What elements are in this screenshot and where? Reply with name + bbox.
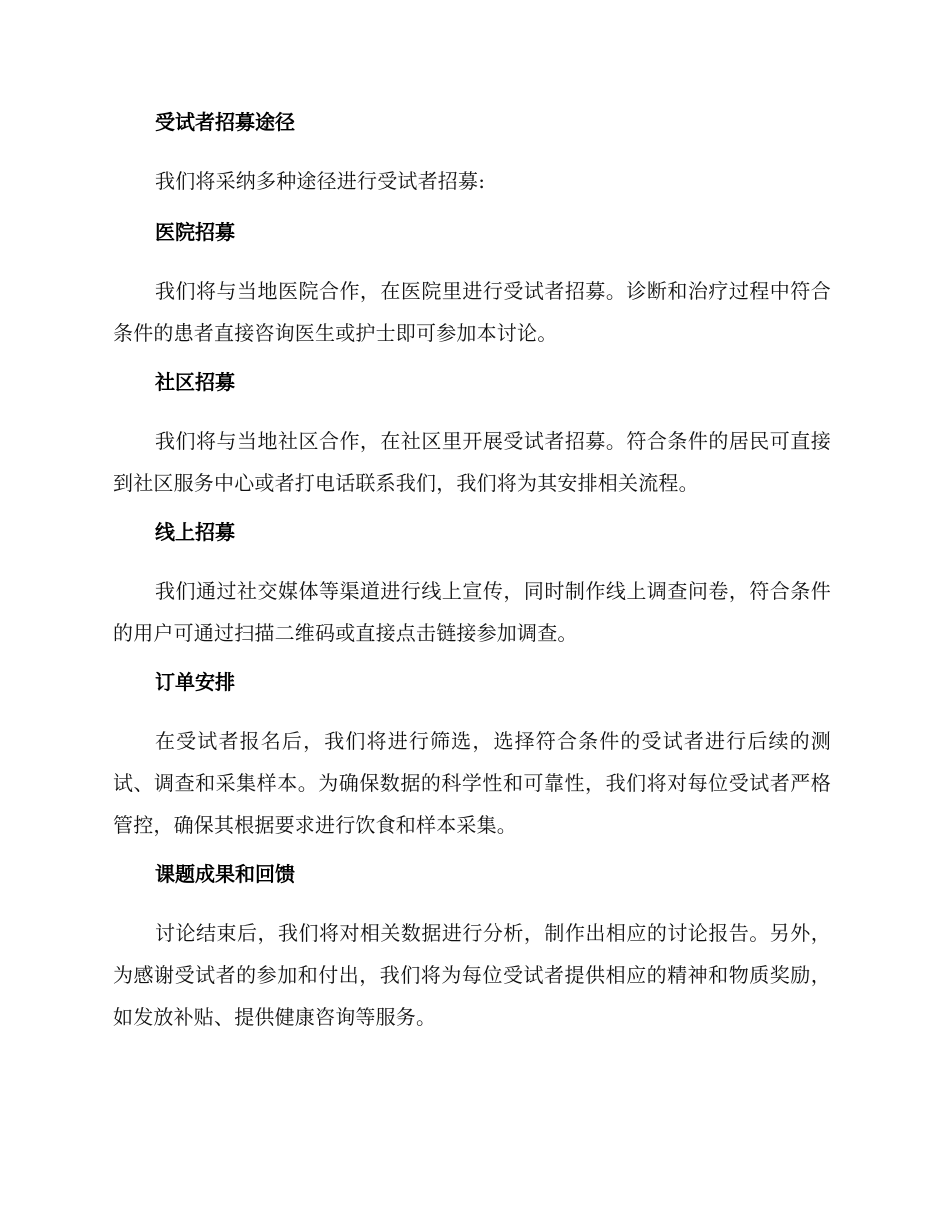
section-paragraph-hospital: 我们将与当地医院合作，在医院里进行受试者招募。诊断和治疗过程中符合条件的患者直接咨询医生或护士即可参加本讨论。 bbox=[113, 279, 831, 345]
section-paragraph-online: 我们通过社交媒体等渠道进行线上宣传，同时制作线上调查问卷，符合条件的用户可通过扫描二维码或直接点击链接参加调查。 bbox=[113, 579, 831, 645]
section-heading-recruitment-channels: 受试者招募途径 bbox=[155, 110, 295, 134]
section-heading-online: 线上招募 bbox=[155, 520, 235, 544]
section-paragraph-order-arrangement: 在受试者报名后，我们将进行筛选，选择符合条件的受试者进行后续的测试、调查和采集样本。为确保数据的科学性和可靠性，我们将对每位受试者严格管控，确保其根据要求进行饮食和样本采集。 bbox=[113, 729, 831, 837]
section-heading-order-arrangement: 订单安排 bbox=[155, 670, 235, 694]
section-paragraph-results-feedback: 讨论结束后，我们将对相关数据进行分析，制作出相应的讨论报告。另外，为感谢受试者的参加和付出，我们将为每位受试者提供相应的精神和物质奖励，如发放补贴、提供健康咨询等服务。 bbox=[113, 921, 831, 1029]
section-heading-community: 社区招募 bbox=[155, 370, 235, 394]
document-page bbox=[113, 106, 831, 1050]
section-paragraph-community: 我们将与当地社区合作，在社区里开展受试者招募。符合条件的居民可直接到社区服务中心或者打电话联系我们，我们将为其安排相关流程。 bbox=[113, 429, 831, 495]
section-heading-results-feedback: 课题成果和回馈 bbox=[155, 862, 295, 886]
section-heading-hospital: 医院招募 bbox=[155, 220, 235, 244]
section-paragraph-recruitment-channels: 我们将采纳多种途径进行受试者招募: bbox=[155, 169, 486, 193]
